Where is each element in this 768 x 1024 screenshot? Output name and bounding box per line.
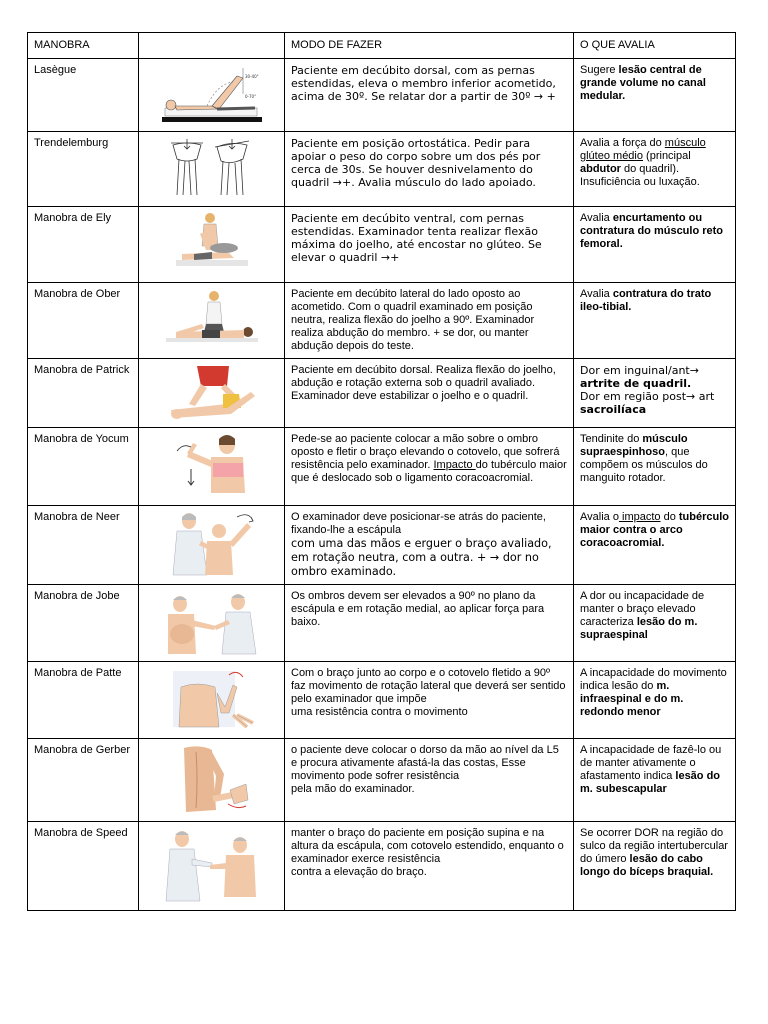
maneuver-image-cell [139,662,285,739]
table-row [28,739,736,822]
how-to-text: Com o braço junto ao corpo e o cotovelo fletido a 90º faz movimento de rotação lateral que deverá ser sentido pelo examinador que impõe uma resistência contra o movimento [285,662,574,739]
how-to-text: Paciente em decúbito dorsal. Realiza flexão do joelho, abdução e rotação externa sob o quadril avaliado. Examinador deve estabilizar o joelho e o quadril. [285,359,574,428]
angle-label-1: 30-40° [244,74,259,79]
arm-elevation-illustration [167,511,257,577]
evaluates-text: Avalia encurtamento ou contratura do músculo reto femoral. [574,207,736,283]
arm-resistance-illustration [164,590,260,656]
maneuver-image-cell [139,585,285,662]
table-row [28,428,736,506]
side-lying-abduction-illustration [162,288,262,350]
prone-knee-flexion-illustration [172,212,252,274]
maneuver-name: Manobra de Patte [28,662,139,739]
evaluates-text: Avalia a força do músculo glúteo médio (principal abdutor do quadril). Insuficiência ou luxação. [574,132,736,207]
maneuver-name: Manobra de Yocum [28,428,139,506]
angle-label-2: 0-70° [244,94,256,99]
leg-raise-illustration [157,64,267,124]
maneuver-image-cell [139,132,285,207]
evaluates-text: A incapacidade do movimento indica lesão do m. infraespinal e do m. redondo menor [574,662,736,739]
maneuvers-table [27,32,736,911]
how-to-text: Paciente em decúbito dorsal, com as pernas estendidas, eleva o membro inferior acometido, acima de 30º. Se relatar dor a partir de 30º → + [285,59,574,132]
maneuver-name: Manobra de Neer [28,506,139,585]
table-row [28,59,736,132]
maneuver-name: Manobra de Jobe [28,585,139,662]
table-row [28,822,736,911]
table-row [28,207,736,283]
hip-rotation-illustration [167,364,257,422]
how-to-text: Pede-se ao paciente colocar a mão sobre o ombro oposto e fletir o braço elevando o cotovelo, que sofrerá resistência pelo examinador. Impacto do tubérculo maior que é deslocado sob o ligamento coracoacromial. [285,428,574,506]
header-image [139,33,285,59]
maneuver-image-cell [139,506,285,585]
maneuver-image-cell [139,59,285,132]
maneuver-name: Trendelemburg [28,132,139,207]
maneuver-image-cell [139,822,285,911]
evaluates-text: A incapacidade de fazê-lo ou de manter ativamente o afastamento indica lesão do m. subescapular [574,739,736,822]
header-maneuver: MANOBRA [28,33,139,59]
hand-behind-back-illustration [172,744,252,816]
how-to-text: manter o braço do paciente em posição supina e na altura da escápula, com cotovelo estendido, enquanto o examinador exerce resistência contra a elevação do braço. [285,822,574,911]
pelvis-stance-illustration [167,137,257,199]
evaluates-text: A dor ou incapacidade de manter o braço elevado caracteriza lesão do m. supraespinal [574,585,736,662]
maneuver-image-cell [139,739,285,822]
evaluates-text: Tendinite do músculo supraespinhoso, que compõem os músculos do manguito rotador. [574,428,736,506]
maneuver-image-cell [139,428,285,506]
shoulder-elbow-raise-illustration [167,433,257,497]
maneuver-name: Manobra de Ely [28,207,139,283]
how-to-text: Os ombros devem ser elevados a 90º no plano da escápula e em rotação medial, ao aplicar força para baixo. [285,585,574,662]
evaluates-text: Sugere lesão central de grande volume no canal medular. [574,59,736,132]
external-rotation-illustration [167,667,257,729]
maneuver-name: Lasègue [28,59,139,132]
evaluates-text: Avalia o impacto do tubérculo maior contra o arco coracoacromial. [574,506,736,585]
how-to-text: O examinador deve posicionar-se atrás do paciente, fixando-lhe a escápula com uma das mãos e erguer o braço avaliado, em rotação neutra, com a outra. + → dor no ombro examinado. [285,506,574,585]
maneuver-image-cell [139,359,285,428]
how-to-text: o paciente deve colocar o dorso da mão ao nível da L5 e procura ativamente afastá-la das costas, Esse movimento pode sofrer resistência pela mão do examinador. [285,739,574,822]
header-evaluates: O QUE AVALIA [574,33,736,59]
how-to-text: Paciente em posição ortostática. Pedir para apoiar o peso do corpo sobre um dos pés por cerca de 30s. Se houver desnivelamento do quadril →+. Avalia músculo do lado apoiado. [285,132,574,207]
table-row [28,585,736,662]
evaluates-text: Avalia contratura do trato ileo-tibial. [574,283,736,359]
evaluates-text: Dor em inguinal/ant→ artrite de quadril. Dor em região post→ art sacroilíaca [574,359,736,428]
evaluates-text: Se ocorrer DOR na região do sulco da região intertubercular do úmero lesão do cabo longo do bíceps braquial. [574,822,736,911]
arm-forward-flexion-illustration [162,827,262,903]
table-row [28,359,736,428]
maneuver-image-cell [139,283,285,359]
maneuver-name: Manobra de Ober [28,283,139,359]
maneuver-name: Manobra de Gerber [28,739,139,822]
maneuver-name: Manobra de Speed [28,822,139,911]
header-how-to: MODO DE FAZER [285,33,574,59]
maneuver-image-cell [139,207,285,283]
table-row [28,283,736,359]
table-header-row [28,33,736,59]
how-to-text: Paciente em decúbito ventral, com pernas estendidas. Examinador tenta realizar flexão máxima do joelho, até encostar no glúteo. Se elevar o quadril →+ [285,207,574,283]
table-row [28,506,736,585]
table-row [28,662,736,739]
table-row [28,132,736,207]
maneuver-name: Manobra de Patrick [28,359,139,428]
how-to-text: Paciente em decúbito lateral do lado oposto ao acometido. Com o quadril examinado em posição neutra, realiza flexão do joelho a 90º. Examinador realiza abdução do membro. + se dor, ou manter abdução depois do teste. [285,283,574,359]
